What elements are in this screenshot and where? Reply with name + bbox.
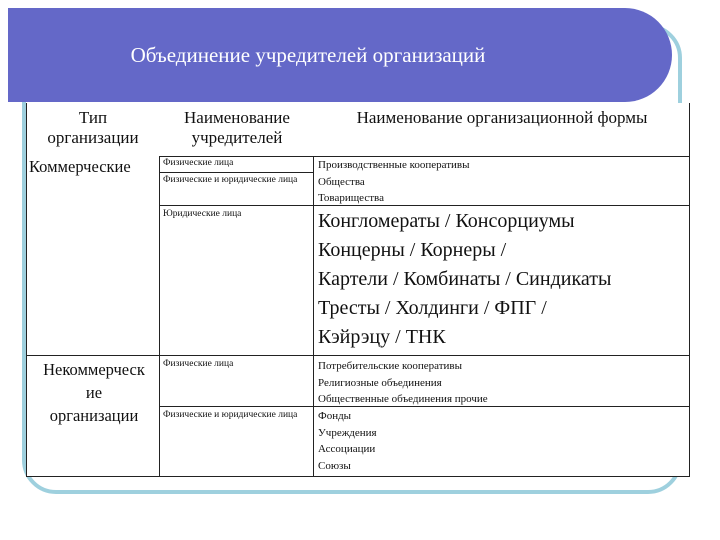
row-line-1 (159, 172, 313, 173)
table-border-right (689, 103, 690, 477)
founder-mixed: Физические и юридические лица (163, 175, 298, 185)
forms-noncommercial-individual (318, 358, 688, 408)
header-type: Тип организации (47, 108, 139, 147)
founder-individuals-nc: Физические лица (163, 359, 234, 369)
list-item: Союзы (318, 459, 351, 472)
founder-legal: Юридические лица (163, 209, 242, 219)
column-divider-2 (313, 156, 314, 476)
section-divider (26, 355, 690, 356)
forms-noncommercial-mixed (318, 408, 688, 474)
list-item: Картели / Комбинаты / Синдикаты (318, 268, 612, 290)
list-item: Общественные объединения прочие (318, 393, 488, 405)
table-border-bottom (26, 476, 690, 477)
type-commercial: Коммерческие (29, 157, 131, 176)
list-item: Потребительские кооперативы (318, 360, 462, 372)
list-item: Религиозные объединения (318, 376, 442, 389)
list-item: Кэйрэцу / ТНК (318, 326, 446, 348)
forms-commercial-large (318, 207, 688, 352)
header-founders: Наименование учредителей (184, 108, 290, 147)
list-item: Концерны / Корнеры / (318, 239, 507, 261)
list-item: Общества (318, 175, 365, 188)
forms-commercial-small (318, 157, 688, 207)
list-item: Производственные кооперативы (318, 159, 470, 171)
list-item: Тресты / Холдинги / ФПГ / (318, 297, 547, 319)
founder-mixed-nc: Физические и юридические лица (163, 410, 298, 420)
column-divider-1 (159, 156, 160, 476)
header-forms: Наименование организационной формы (356, 108, 648, 127)
list-item: Конгломераты / Консорциумы (318, 210, 575, 232)
list-item: Учреждения (318, 426, 377, 439)
list-item: Товарищества (318, 192, 384, 204)
founder-individuals: Физические лица (163, 158, 234, 168)
list-item: Ассоциации (318, 443, 376, 455)
type-noncommercial: Некоммерческ ие организации (43, 360, 145, 425)
table-border-left (26, 103, 27, 477)
list-item: Фонды (318, 410, 352, 422)
slide-title: Объединение учредителей организаций (130, 42, 486, 67)
